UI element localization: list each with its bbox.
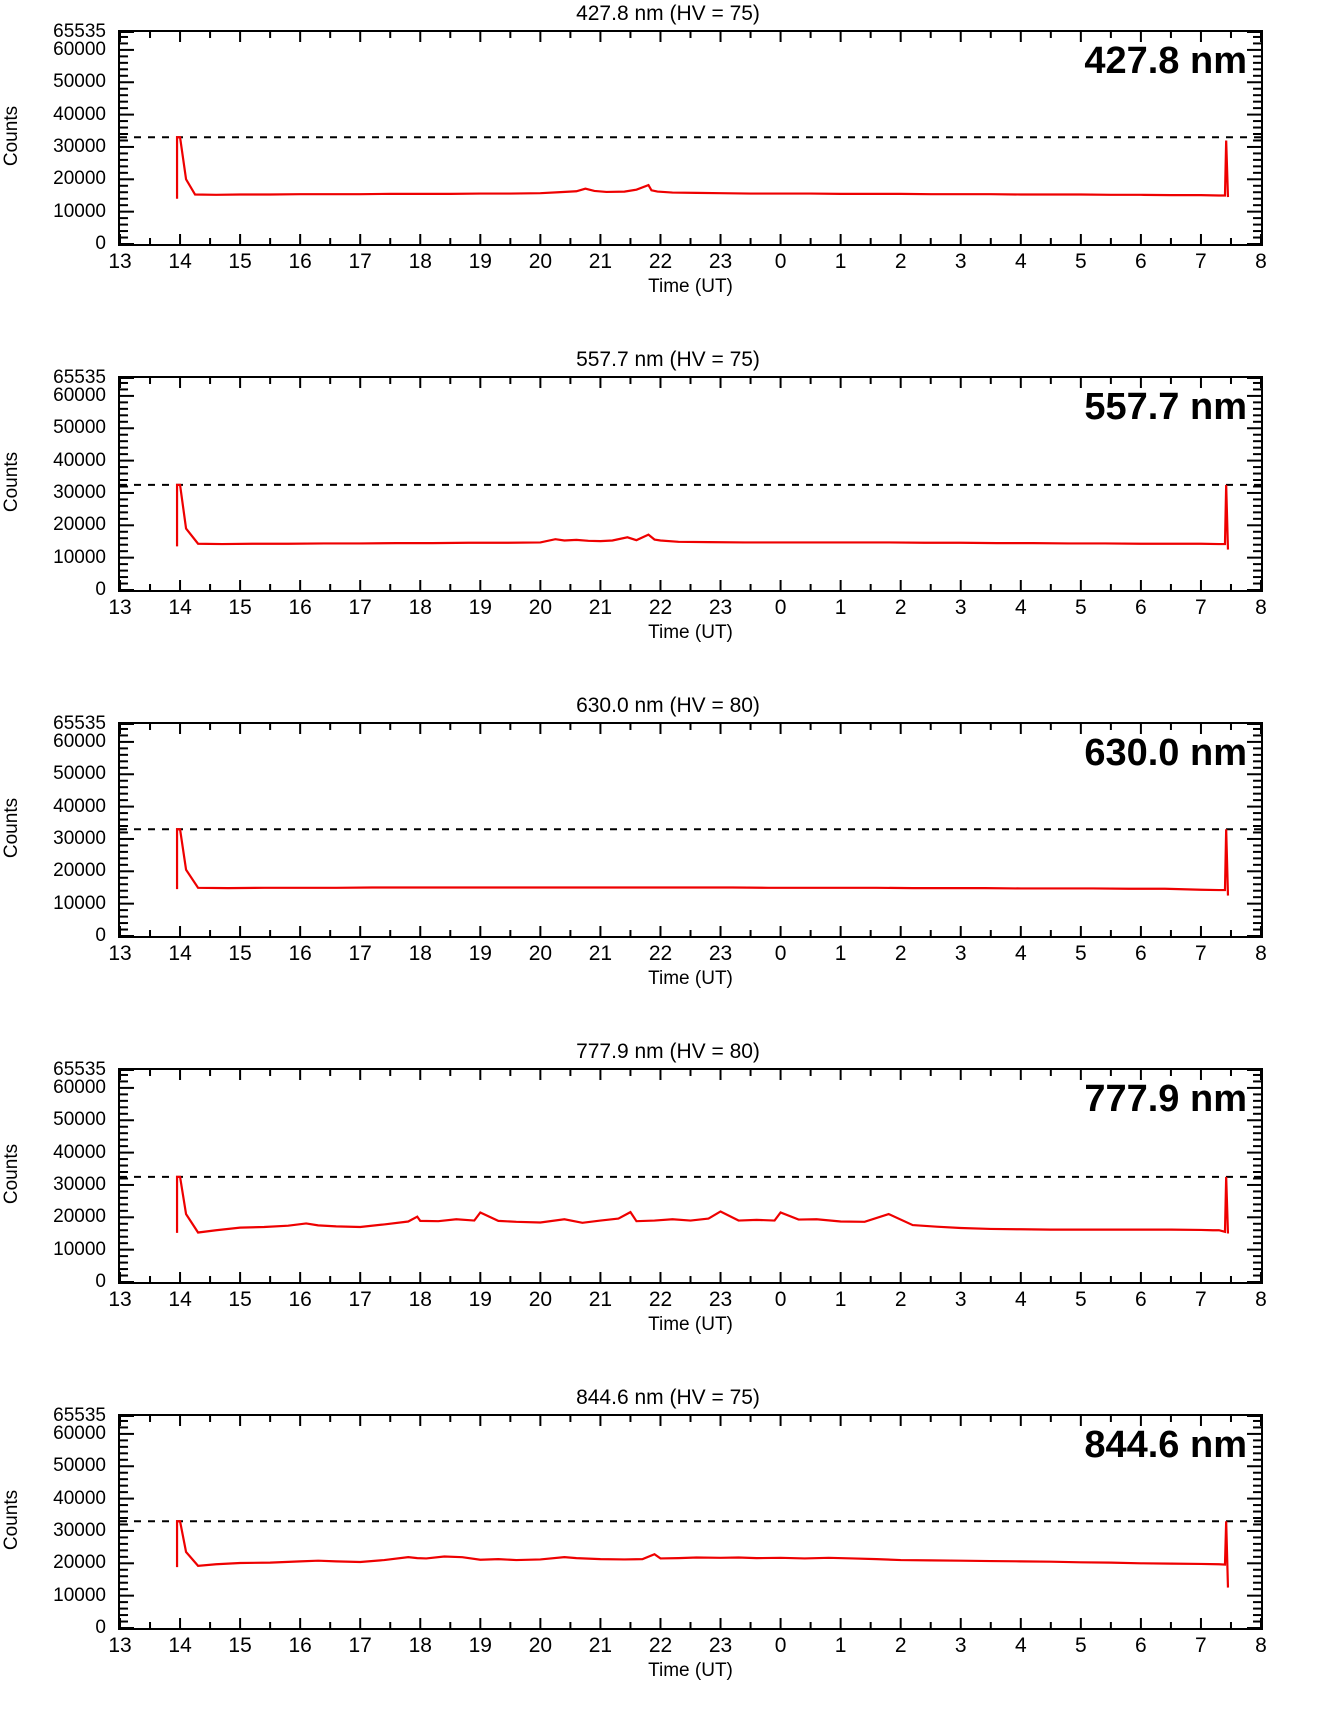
x-tick-label: 17 [348,942,372,965]
x-tick-label: 22 [648,1634,673,1657]
y-tick-labels-2 [0,713,112,946]
x-tick-label: 8 [1255,1288,1267,1311]
x-tick-label: 18 [408,1634,432,1657]
y-tick-label: 10000 [53,546,106,568]
y-tick-label: 65535 [53,1405,106,1426]
panel-annotation: 630.0 nm [1084,732,1247,774]
x-tick-label: 23 [708,942,733,965]
x-tick-label: 0 [774,1634,787,1657]
x-tick-label: 18 [408,942,432,965]
y-tick-label: 40000 [53,103,106,125]
x-tick-label: 5 [1074,250,1087,273]
panel-title: 557.7 nm (HV = 75) [576,348,760,371]
x-tick-label: 23 [708,1288,733,1311]
y-tick-label: 50000 [53,763,106,785]
x-axis-label: Time (UT) [648,1660,733,1681]
x-tick-label: 3 [954,1634,967,1657]
y-axis-label: Counts [1,1143,22,1205]
x-tick-label: 7 [1195,596,1207,619]
x-tick-label: 14 [168,1288,192,1311]
x-tick-label: 20 [528,1634,553,1657]
x-tick-label: 17 [348,250,372,273]
x-tick-label: 0 [774,942,787,965]
y-tick-label: 60000 [53,38,106,60]
x-axis-label: Time (UT) [648,1314,733,1335]
x-tick-label: 17 [348,1634,372,1657]
x-tick-label: 6 [1135,250,1147,273]
y-tick-label: 30000 [53,482,106,503]
y-tick-label: 60000 [53,730,106,752]
x-tick-label: 16 [288,1634,312,1657]
x-tick-label: 13 [108,250,132,273]
x-tick-label: 1 [834,596,847,619]
x-tick-label: 18 [408,596,432,619]
plot-area-4 [118,1414,1263,1630]
x-tick-label: 2 [894,942,907,965]
y-tick-label: 60000 [53,1076,106,1098]
y-tick-label: 30000 [53,136,106,157]
panel-annotation: 777.9 nm [1084,1078,1247,1120]
panel-title: 630.0 nm (HV = 80) [576,694,760,717]
y-tick-label: 40000 [53,1487,106,1509]
y-axis-label: Counts [1,797,22,859]
x-tick-label: 6 [1135,596,1147,619]
x-tick-label: 16 [288,1288,312,1311]
x-tick-label: 7 [1195,250,1207,273]
y-tick-label: 10000 [53,1238,106,1260]
x-tick-label: 23 [708,250,733,273]
panel-1 [0,346,1336,692]
y-tick-label: 40000 [53,795,106,817]
x-tick-label: 13 [108,1634,132,1657]
y-tick-label: 0 [95,579,106,600]
x-tick-label: 18 [408,1288,432,1311]
x-tick-label: 13 [108,596,132,619]
x-tick-label: 23 [708,1634,733,1657]
x-tick-label: 17 [348,1288,372,1311]
x-tick-labels-4 [108,1634,1267,1660]
x-axis-label: Time (UT) [648,276,733,297]
plot-area-1 [118,376,1263,592]
plot-area-3 [118,1068,1263,1284]
x-tick-label: 14 [168,942,192,965]
panel-3 [0,1038,1336,1384]
x-tick-label: 14 [168,1634,192,1657]
x-tick-label: 8 [1255,596,1267,619]
x-tick-label: 21 [588,596,613,619]
y-tick-label: 65535 [53,367,106,388]
x-axis-label: Time (UT) [648,968,733,989]
x-tick-label: 0 [774,1288,787,1311]
x-tick-label: 7 [1195,942,1207,965]
x-tick-label: 21 [588,1288,613,1311]
plot-area-0 [118,30,1263,246]
x-tick-label: 1 [834,942,847,965]
y-tick-label: 40000 [53,449,106,471]
x-tick-label: 4 [1014,596,1027,619]
y-tick-label: 20000 [53,860,106,882]
x-tick-label: 4 [1014,1634,1027,1657]
x-tick-label: 2 [894,1288,907,1311]
x-tick-labels-1 [108,596,1267,622]
x-tick-label: 5 [1074,1634,1087,1657]
x-tick-labels-0 [108,250,1267,276]
x-tick-label: 13 [108,1288,132,1311]
x-tick-label: 15 [228,942,252,965]
y-tick-label: 0 [95,233,106,254]
panel-title: 777.9 nm (HV = 80) [576,1040,760,1063]
x-tick-label: 1 [834,1288,847,1311]
y-tick-label: 20000 [53,168,106,190]
y-tick-label: 65535 [53,1059,106,1080]
x-tick-label: 8 [1255,250,1267,273]
y-tick-label: 30000 [53,828,106,849]
y-tick-label: 20000 [53,514,106,536]
y-tick-label: 50000 [53,71,106,93]
y-tick-labels-0 [0,21,112,254]
y-tick-label: 50000 [53,1109,106,1131]
x-tick-label: 3 [954,596,967,619]
x-tick-label: 22 [648,942,673,965]
x-tick-label: 17 [348,596,372,619]
panel-annotation: 557.7 nm [1084,386,1247,428]
x-tick-label: 6 [1135,1288,1147,1311]
x-tick-label: 20 [528,1288,553,1311]
x-tick-label: 0 [774,250,787,273]
y-tick-label: 65535 [53,21,106,42]
y-tick-label: 10000 [53,892,106,914]
panel-title: 427.8 nm (HV = 75) [576,2,760,25]
x-tick-label: 14 [168,250,192,273]
x-tick-label: 22 [648,1288,673,1311]
y-tick-label: 30000 [53,1520,106,1541]
y-tick-label: 50000 [53,417,106,439]
y-tick-label: 30000 [53,1174,106,1195]
x-tick-label: 8 [1255,942,1267,965]
y-axis-label: Counts [1,451,22,513]
y-tick-label: 50000 [53,1455,106,1477]
x-tick-label: 15 [228,1288,252,1311]
x-tick-label: 4 [1014,250,1027,273]
x-tick-label: 13 [108,942,132,965]
x-tick-label: 18 [408,250,432,273]
x-tick-label: 21 [588,1634,613,1657]
y-tick-labels-4 [0,1405,112,1638]
x-tick-label: 3 [954,250,967,273]
x-tick-label: 23 [708,596,733,619]
x-tick-label: 15 [228,250,252,273]
x-tick-label: 2 [894,596,907,619]
y-tick-label: 10000 [53,1584,106,1606]
x-tick-label: 5 [1074,942,1087,965]
panel-title: 844.6 nm (HV = 75) [576,1386,760,1409]
plot-area-2 [118,722,1263,938]
x-tick-label: 21 [588,942,613,965]
x-tick-label: 1 [834,250,847,273]
panel-annotation: 427.8 nm [1084,40,1247,82]
x-tick-label: 22 [648,250,673,273]
x-tick-label: 15 [228,596,252,619]
x-tick-label: 3 [954,942,967,965]
y-tick-label: 0 [95,925,106,946]
x-tick-label: 14 [168,596,192,619]
panel-2 [0,692,1336,1038]
x-tick-label: 19 [468,942,492,965]
x-tick-label: 2 [894,250,907,273]
y-tick-label: 20000 [53,1552,106,1574]
y-tick-labels-1 [0,367,112,600]
x-tick-label: 4 [1014,1288,1027,1311]
x-tick-label: 4 [1014,942,1027,965]
x-tick-label: 19 [468,250,492,273]
y-tick-label: 20000 [53,1206,106,1228]
x-tick-label: 16 [288,250,312,273]
x-tick-label: 20 [528,250,553,273]
y-tick-label: 65535 [53,713,106,734]
x-tick-label: 16 [288,596,312,619]
x-tick-label: 7 [1195,1288,1207,1311]
x-tick-label: 8 [1255,1634,1267,1657]
x-tick-label: 21 [588,250,613,273]
x-tick-label: 5 [1074,1288,1087,1311]
x-tick-label: 5 [1074,596,1087,619]
y-tick-label: 60000 [53,384,106,406]
x-axis-label: Time (UT) [648,622,733,643]
panel-0 [0,0,1336,346]
y-tick-label: 10000 [53,200,106,222]
panel-4 [0,1384,1336,1730]
y-tick-label: 60000 [53,1422,106,1444]
x-tick-label: 19 [468,1288,492,1311]
x-tick-label: 19 [468,596,492,619]
y-tick-label: 40000 [53,1141,106,1163]
x-tick-label: 2 [894,1634,907,1657]
y-tick-labels-3 [0,1059,112,1292]
y-axis-label: Counts [1,1489,22,1551]
x-tick-label: 6 [1135,942,1147,965]
x-tick-label: 0 [774,596,787,619]
x-tick-label: 1 [834,1634,847,1657]
x-tick-label: 20 [528,596,553,619]
y-tick-label: 0 [95,1617,106,1638]
x-tick-label: 20 [528,942,553,965]
x-tick-label: 7 [1195,1634,1207,1657]
y-tick-label: 0 [95,1271,106,1292]
x-tick-label: 22 [648,596,673,619]
x-tick-label: 6 [1135,1634,1147,1657]
x-tick-labels-3 [108,1288,1267,1314]
y-axis-label: Counts [1,105,22,167]
x-tick-label: 19 [468,1634,492,1657]
x-tick-label: 16 [288,942,312,965]
x-tick-labels-2 [108,942,1267,968]
x-tick-label: 3 [954,1288,967,1311]
panel-annotation: 844.6 nm [1084,1424,1247,1466]
x-tick-label: 15 [228,1634,252,1657]
